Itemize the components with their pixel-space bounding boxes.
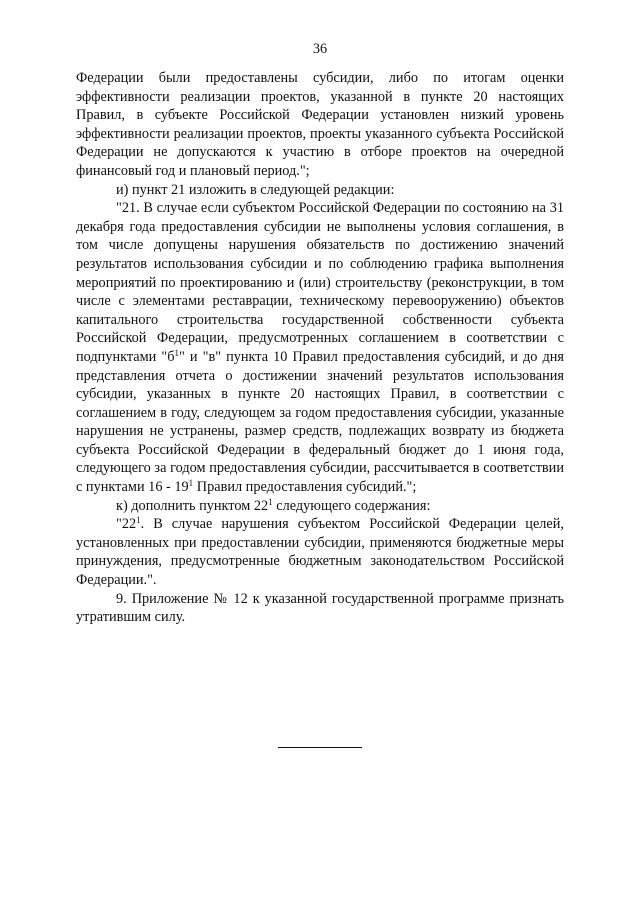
clause-21-text-c: Правил предоставления субсидий."; [193, 479, 417, 496]
paragraph-item-9: 9. Приложение № 12 к указанной государственной программе признать утратившим силу. [76, 590, 564, 626]
paragraph-continuation: Федерации были предоставлены субсидии, либо по итогам оценки эффективности реализации проектов, указанной в пункте 20 настоящих Правил, в субъекте Российской Федерации установлен низкий уровень эффективности реализации проектов, проекты указанного субъекта Российской Федерации не допускаются к участию в отборе проектов на очередной финансовый год и плановый период."; [76, 70, 564, 179]
clause-21-text-a: "21. В случае если субъектом Российской Федерации по состоянию на 31 декабря года предоставления субсидии не выполнены условия соглашения, в том числе допущены нарушения обязательств по достижению значений результатов использования субсидии и по соблюдению графика выполнения мероприятий по проектированию и (или) строительству (реконструкции, в том числе с элементами реставрации, техническому перевооружению) объектов капитального строительства государственной собственности субъекта Российской Федерации, предусмотренных соглашением в соответствии с подпунктами "б [76, 200, 564, 365]
paragraph-clause-22-1 [76, 515, 564, 589]
item-k-text-b: следующего содержания: [272, 497, 431, 514]
paragraph-item-k [76, 497, 564, 516]
page-number: 36 [312, 41, 328, 57]
superscript: 1 [268, 496, 273, 507]
superscript: 1 [136, 515, 141, 526]
clause-22-1-text-a: "22 [116, 516, 137, 533]
clause-22-1-text-b: . В случае нарушения субъектом Российской Федерации целей, установленных при предоставлении субсидии, применяются бюджетные меры принуждения, предусмотренные бюджетным законодательством Российской Федерации.". [76, 516, 564, 589]
clause-21-text-b: " и "в" пункта 10 Правил предоставления субсидий, и до дня представления отчета о достижении значений результатов использования субсидии, указанных в пункте 20 настоящих Правил, в соответствии с соглашением в году, следующем за годом предоставления субсидии, указанные нарушения не устранены, размер средств, подлежащих возврату из бюджета субъекта Российской Федерации в федеральный бюджет до 1 июня года, следующего за годом предоставления субсидии, рассчитывается в соответствии с пунктами 16 - 19 [76, 348, 564, 496]
superscript: 1 [188, 478, 194, 489]
paragraph-clause-21 [76, 199, 564, 497]
end-separator-line [278, 747, 362, 748]
paragraph-item-i: и) пункт 21 изложить в следующей редакции: [116, 181, 395, 198]
item-k-text-a: к) дополнить пунктом 22 [116, 497, 269, 514]
document-body [76, 69, 564, 627]
superscript: 1 [174, 347, 180, 358]
